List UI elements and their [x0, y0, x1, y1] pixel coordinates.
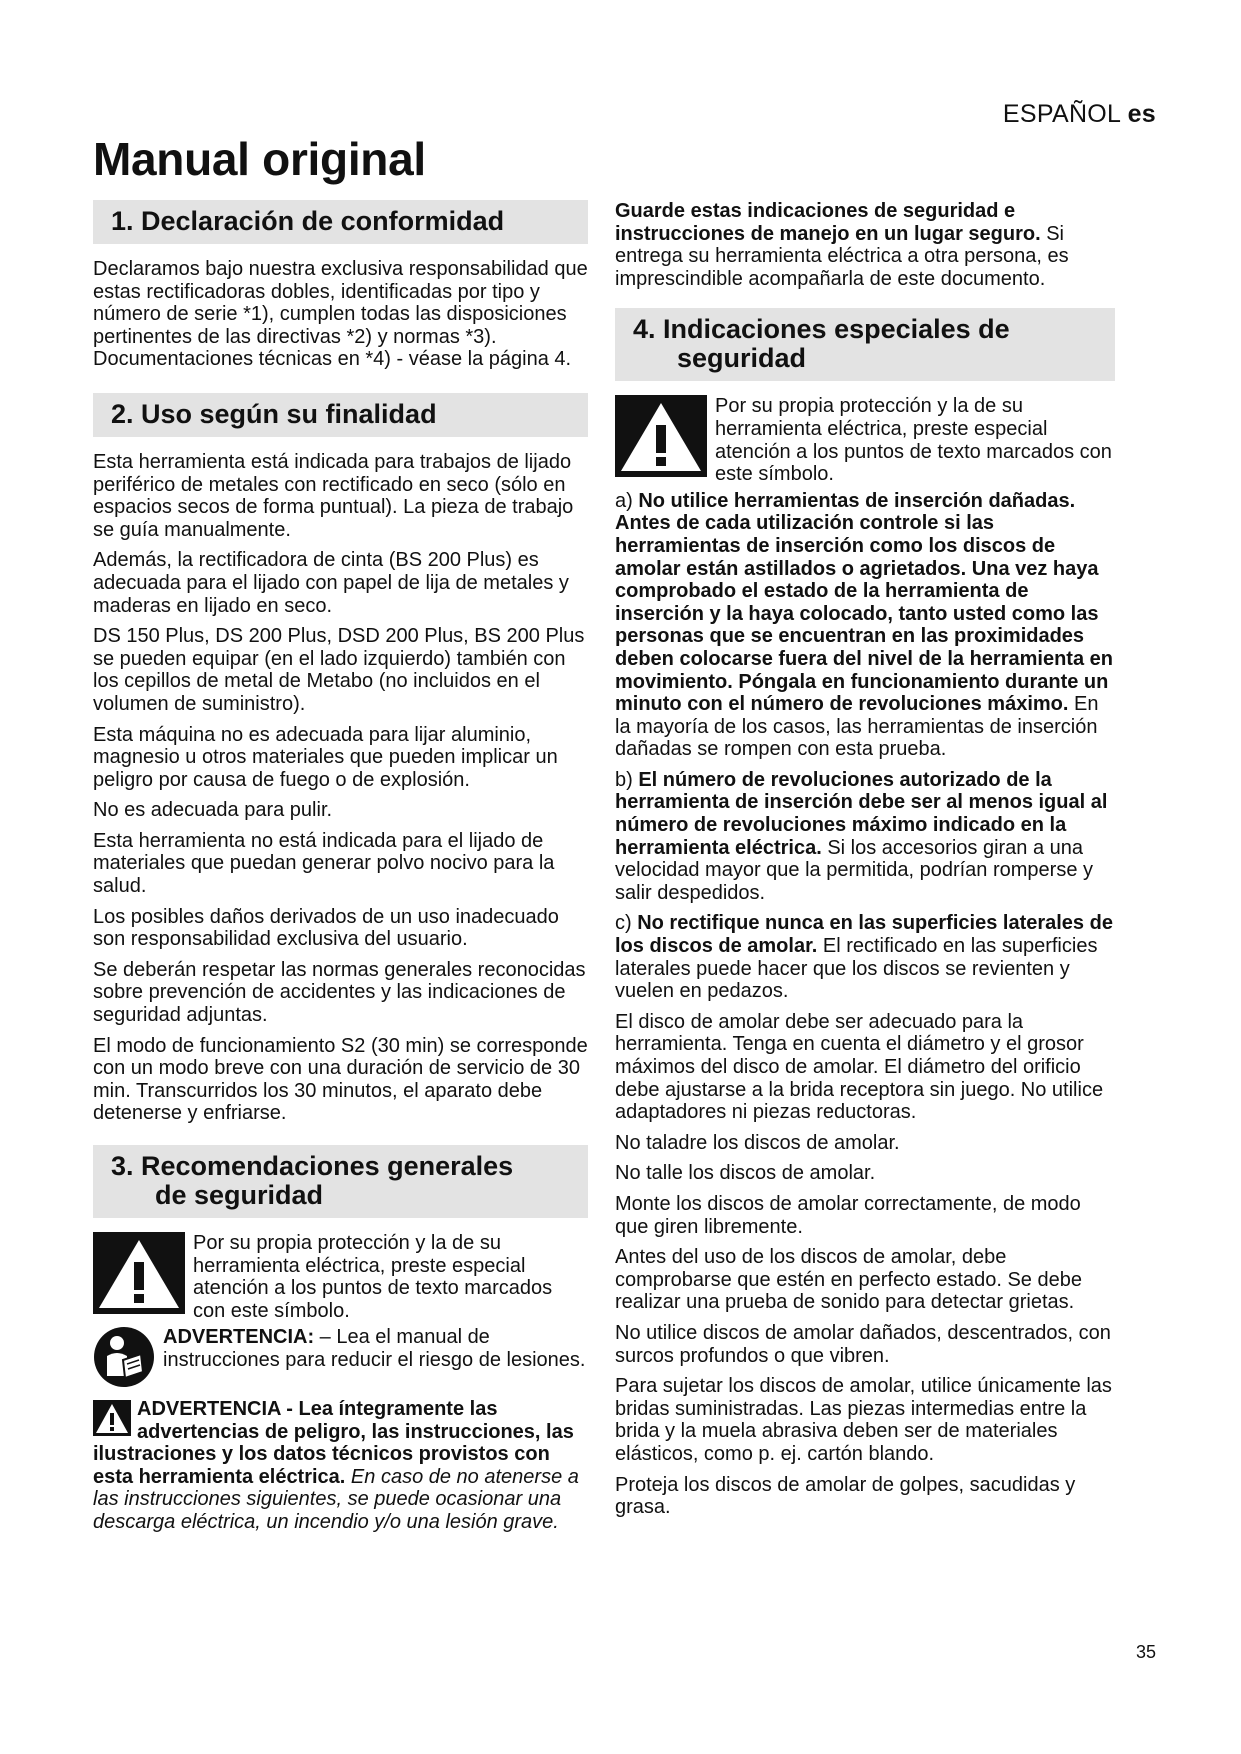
warning-triangle-icon: [93, 1232, 185, 1320]
section-2-paragraph: Esta herramienta está indicada para trabajos de lijado periférico de metales con rectificado en seco (sólo en espacios secos de forma puntual). La pieza de trabajo se guía manualmente.: [93, 450, 574, 541]
section-3-heading-line2: de seguridad: [155, 1180, 324, 1210]
manual-text: – Lea el manual de instrucciones para reducir el riesgo de lesiones.: [163, 1326, 586, 1371]
section-3-symbol-note: [93, 1232, 588, 1322]
warning-triangle-icon: [615, 395, 707, 483]
section-4-heading: [615, 308, 1115, 381]
section-1-heading: 1. Declaración de conformidad: [93, 200, 588, 244]
section-3-heading: [93, 1145, 588, 1218]
read-manual-note: [93, 1326, 588, 1394]
item-prefix: b): [615, 768, 639, 791]
section-4-paragraph: El disco de amolar debe ser adecuado para la herramienta. Tenga en cuenta el diámetro y el grosor máximos del disco de amolar. El diámetro del orificio debe ajustarse a la brida receptora sin juego. No utilice adaptadores ni piezas reductoras.: [615, 1010, 1104, 1124]
section-3-heading-line1: 3. Recomendaciones generales: [111, 1151, 514, 1181]
language-header: [1003, 100, 1156, 129]
section-4-paragraph: Proteja los discos de amolar de golpes, sacudidas y grasa.: [615, 1473, 1076, 1519]
item-text: En la mayoría de los casos, las herramientas de inserción dañadas se rompen con esta prueba.: [615, 693, 1099, 761]
section-2-paragraph: Esta máquina no es adecuada para lijar aluminio, magnesio u otros materiales que pueden implicar un peligro por causa de fuego o de explosión.: [93, 723, 558, 791]
left-column: [93, 200, 588, 1542]
read-manual-icon: [93, 1326, 155, 1394]
right-column: [615, 200, 1115, 1527]
section-4-heading-line2: seguridad: [677, 343, 807, 374]
item-prefix: a): [615, 489, 639, 512]
section-4-symbol-note: [615, 395, 1115, 485]
safety-item-a: [615, 490, 1115, 761]
section-2-paragraph: Además, la rectificadora de cinta (BS 200 Plus) es adecuada para el lijado con papel de lija de metales y maderas en lijado en seco.: [93, 549, 569, 617]
read-manual-text: [163, 1326, 588, 1371]
section-4-paragraph: Monte los discos de amolar correctamente, de modo que giren libremente.: [615, 1192, 1081, 1238]
section-2-paragraph: El modo de funcionamiento S2 (30 min) se corresponde con un modo breve con una duración de servicio de 30 min. Transcurridos los 30 minutos, el aparato debe detenerse y enfriarse.: [93, 1034, 588, 1125]
section-1-body: Declaramos bajo nuestra exclusiva responsabilidad que estas rectificadoras dobles, identificadas por tipo y número de serie *1), cumplen todas las disposiciones pertinentes de las directivas *2) y normas *3). Documentaciones técnicas en *4) - véase la página 4.: [93, 258, 588, 371]
general-warning-bold: ADVERTENCIA - Lea íntegramente las advertencias de peligro, las instrucciones, las ilustraciones y los datos técnicos provistos con esta herramienta eléctrica.: [93, 1397, 574, 1488]
keep-instructions-text: Si entrega su herramienta eléctrica a otra persona, es imprescindible acompañarla de este documento.: [615, 222, 1069, 290]
section-4-heading-line1: 4. Indicaciones especiales de: [633, 314, 1010, 345]
item-text: Si los accesorios giran a una velocidad mayor que la permitida, podrían romperse y salir despedidos.: [615, 836, 1094, 904]
manual-label: ADVERTENCIA:: [163, 1326, 315, 1349]
section-3-symbol-text: Por su propia protección y la de su herramienta eléctrica, preste especial atención a los puntos de texto marcados con este símbolo.: [193, 1232, 553, 1322]
section-4-paragraph: Para sujetar los discos de amolar, utilice únicamente las bridas suministradas. Las piezas intermedias entre la brida y la muela abrasiva deben ser de materiales elásticos, como p. ej. cartón blando.: [615, 1375, 1112, 1465]
section-2-paragraph: Se deberán respetar las normas generales reconocidas sobre prevención de accidentes y las indicaciones de seguridad adjuntas.: [93, 958, 586, 1027]
section-4-paragraph: No utilice discos de amolar dañados, descentrados, con surcos profundos o que vibren.: [615, 1321, 1111, 1367]
section-2-paragraph: No es adecuada para pulir.: [93, 799, 333, 822]
item-bold: No utilice herramientas de inserción dañadas. Antes de cada utilización controle si las herramientas de inserción como los discos de amolar están astillados o agrietados. Una vez haya comprobado el estado de la herramienta de inserción y la haya colocado, tanto usted como las personas que se encuentran en las proximidades deben colocarse fuera del nivel de la herramienta en movimiento. Póngala en funcionamiento durante un minuto con el número de revoluciones máximo.: [615, 489, 1113, 716]
item-prefix: c): [615, 912, 638, 935]
item-bold: No rectifique nunca en las superficies laterales de los discos de amolar.: [615, 912, 1113, 958]
language-code: es: [1127, 100, 1156, 128]
section-2-paragraph: DS 150 Plus, DS 200 Plus, DSD 200 Plus, BS 200 Plus se pueden equipar (en el lado izquierdo) también con los cepillos de metal de Metabo (no incluidos en el volumen de suministro).: [93, 625, 585, 715]
language-label: ESPAÑOL: [1002, 100, 1121, 128]
item-bold: El número de revoluciones autorizado de la herramienta de inserción debe ser al menos igual al número de revoluciones máximo indicado en la herramienta eléctrica.: [615, 768, 1108, 859]
item-text: El rectificado en las superficies laterales puede hacer que los discos se revienten y vuelen en pedazos.: [615, 935, 1098, 1003]
safety-item-c: [615, 912, 1115, 1002]
general-warning: [93, 1398, 588, 1534]
general-warning-italic: En caso de no atenerse a las instrucciones siguientes, se puede ocasionar una descarga eléctrica, un incendio y/o una lesión grave.: [93, 1465, 579, 1533]
section-2-paragraph: Los posibles daños derivados de un uso inadecuado son responsabilidad exclusiva del usuario.: [93, 905, 559, 951]
safety-item-b: [615, 769, 1115, 905]
keep-instructions-bold: Guarde estas indicaciones de seguridad e instrucciones de manejo en un lugar seguro.: [615, 200, 1041, 245]
warning-triangle-icon: [93, 1400, 131, 1442]
section-4-paragraph: No taladre los discos de amolar.: [615, 1131, 900, 1154]
section-4-paragraph: No talle los discos de amolar.: [615, 1162, 876, 1185]
section-2-paragraph: Esta herramienta no está indicada para el lijado de materiales que puedan generar polvo nocivo para la salud.: [93, 829, 555, 898]
keep-instructions: [615, 200, 1115, 290]
section-2-heading: 2. Uso según su finalidad: [93, 393, 588, 437]
section-4-symbol-text: Por su propia protección y la de su herramienta eléctrica, preste especial atención a los puntos de texto marcados con este símbolo.: [715, 395, 1112, 486]
page-title: Manual original: [93, 133, 426, 185]
page-number: 35: [1135, 1642, 1156, 1662]
section-4-paragraph: Antes del uso de los discos de amolar, debe comprobarse que estén en perfecto estado. Se debe realizar una prueba de sonido para detectar grietas.: [615, 1246, 1082, 1314]
